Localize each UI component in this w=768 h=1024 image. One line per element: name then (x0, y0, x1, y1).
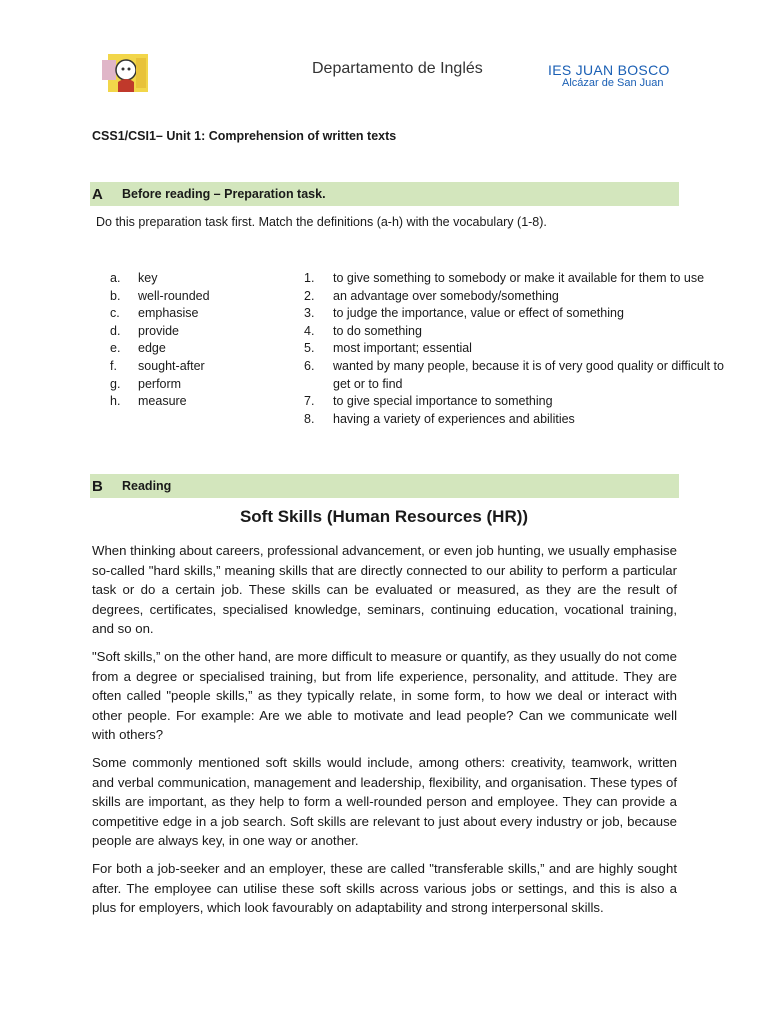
section-a-letter: A (92, 185, 103, 203)
definition-marker: 3. (304, 306, 315, 321)
school-name: IES JUAN BOSCO (548, 62, 670, 78)
vocab-word: provide (138, 323, 179, 338)
vocab-marker: c. (110, 306, 120, 321)
vocab-item (110, 305, 260, 323)
definition-text: to judge the importance, value or effect of something (333, 306, 624, 321)
vocab-word: measure (138, 394, 187, 409)
section-b-heading: Reading (122, 479, 172, 493)
definitions-list (304, 270, 744, 428)
definition-item (304, 270, 744, 288)
definition-text: to do something (333, 323, 422, 338)
definition-marker: 6. (304, 358, 315, 373)
article-paragraph: "Soft skills,” on the other hand, are more difficult to measure or quantify, as they usually do not come from a degree or specialised training, but from life experience, personality, and attitude. They are often called "people skills,” as they typically relate, in some form, to how we deal or interact with other people. For example: Are we able to motivate and lead people? Can we communicate well with others? (92, 649, 677, 742)
definition-item (304, 340, 744, 358)
definition-text: most important; essential (333, 341, 472, 356)
definition-text: an advantage over somebody/something (333, 288, 559, 303)
school-logo (102, 52, 152, 94)
definition-text: to give special importance to something (333, 394, 553, 409)
vocab-marker: h. (110, 394, 121, 409)
vocab-marker: b. (110, 288, 121, 303)
unit-title: CSS1/CSI1– Unit 1: Comprehension of written texts (92, 129, 397, 143)
vocab-item (110, 323, 260, 341)
article-title: Soft Skills (Human Resources (HR)) (239, 507, 529, 526)
vocab-marker: a. (110, 271, 121, 285)
definition-marker: 5. (304, 341, 315, 356)
definition-text: to give something to somebody or make it available for them to use (333, 271, 705, 285)
definition-marker: 4. (304, 323, 315, 338)
definition-marker: 2. (304, 288, 315, 303)
school-town: Alcázar de San Juan (562, 77, 664, 89)
section-b-header (90, 474, 679, 498)
vocab-item (110, 376, 260, 394)
article-paragraph: For both a job-seeker and an employer, these are called "transferable skills,” and are highly sought after. The employee can utilise these soft skills across various jobs or settings, and this is also a plus for employers, which look favourably on adaptability and strong interpersonal skills. (92, 861, 677, 915)
definition-marker: 1. (304, 271, 315, 285)
definition-item (304, 358, 744, 393)
article-paragraph: When thinking about careers, professional advancement, or even job hunting, we usually emphasise so-called "hard skills,” meaning skills that are directly connected to our ability to perform a particular task or do a certain job. These skills can be evaluated or measured, as they are the result of degrees, certificates, specialised knowledge, seminars, continuing education, vocational training, and so on. (92, 543, 677, 636)
vocab-word: sought-after (138, 358, 205, 373)
department-name: Departamento de Inglés (312, 60, 483, 77)
vocab-item (110, 270, 260, 288)
vocab-word: perform (138, 376, 182, 391)
vocabulary-list (110, 270, 260, 411)
vocab-word: edge (138, 341, 166, 356)
definition-item (304, 305, 744, 323)
definition-marker: 8. (304, 411, 315, 426)
definition-item (304, 288, 744, 306)
vocab-marker: e. (110, 341, 121, 356)
section-a-heading: Before reading – Preparation task. (122, 187, 326, 201)
definition-text: having a variety of experiences and abilities (333, 411, 575, 426)
vocab-item (110, 393, 260, 411)
vocab-word: well-rounded (138, 288, 210, 303)
article-paragraph: Some commonly mentioned soft skills would include, among others: creativity, teamwork, written and verbal communication, management and leadership, flexibility, and organisation. These types of skills are important, as they help to form a well-rounded person and employee. They can provide a competitive edge in a job search. Soft skills are relevant to just about every industry or job, because people are always key, in one way or another. (92, 755, 677, 848)
vocab-item (110, 288, 260, 306)
vocab-item (110, 340, 260, 358)
definition-text: wanted by many people, because it is of very good quality or difficult to get or to find (333, 358, 724, 391)
vocab-word: emphasise (138, 306, 199, 321)
vocab-item (110, 358, 260, 376)
vocab-word: key (138, 271, 158, 285)
vocab-marker: d. (110, 323, 121, 338)
task-instruction: Do this preparation task first. Match the definitions (a-h) with the vocabulary (1-8). (96, 215, 547, 229)
vocab-marker: f. (110, 358, 117, 373)
definition-item (304, 411, 744, 429)
definition-marker: 7. (304, 394, 315, 409)
definition-item (304, 323, 744, 341)
section-a-header (90, 182, 679, 206)
section-b-letter: B (92, 477, 103, 495)
definition-item (304, 393, 744, 411)
vocab-marker: g. (110, 376, 121, 391)
